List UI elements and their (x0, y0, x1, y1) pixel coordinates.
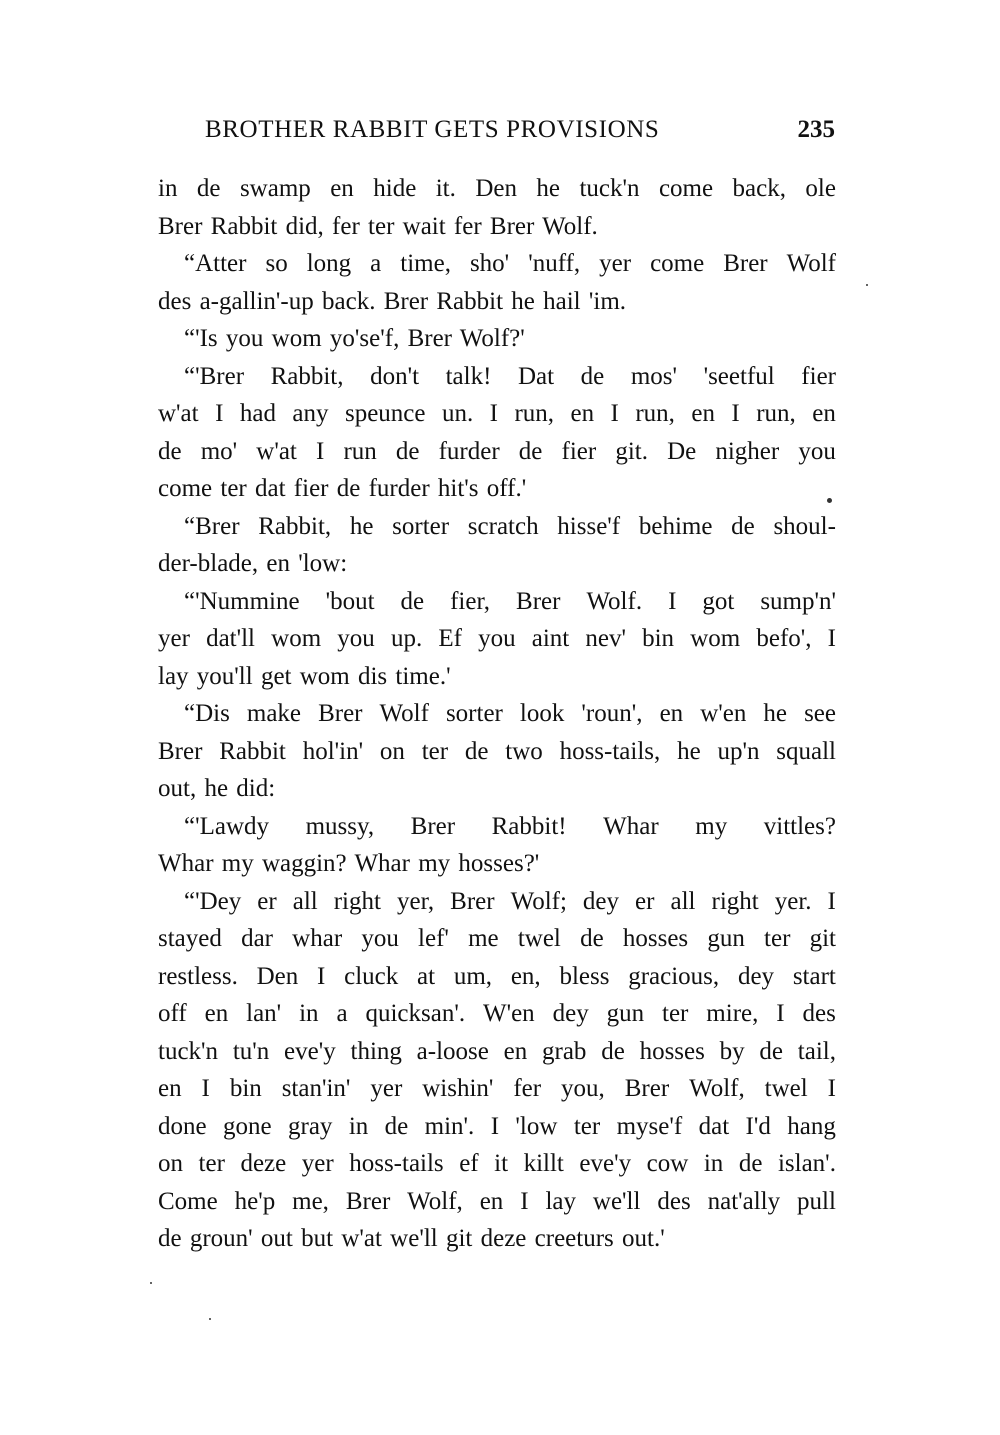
text-line: in de swamp en hide it. Den he tuck'n come back, ole (158, 175, 836, 202)
scan-speck (866, 284, 868, 286)
text-line: Come he'p me, Brer Wolf, en I lay we'll des nat'ally pull (158, 1187, 836, 1215)
text-line: “'Lawdy mussy, Brer Rabbit! Whar my vittles? (184, 812, 836, 840)
text-line: de mo' w'at I run de furder de fier git. De nigher you (158, 437, 836, 465)
text-line: on ter deze yer hoss-tails ef it killt eve'y cow in de islan'. (158, 1150, 836, 1177)
text-line: “'Dey er all right yer, Brer Wolf; dey er all right yer. I (184, 887, 836, 915)
text-line: restless. Den I cluck at um, en, bless gracious, dey start (158, 962, 836, 990)
text-line: w'at I had any speunce un. I run, en I run, en I run, en (158, 400, 836, 427)
text-line: lay you'll get wom dis time.' (158, 662, 451, 690)
text-line: des a-gallin'-up back. Brer Rabbit he hail 'im. (158, 287, 627, 315)
text-line: Brer Rabbit hol'in' on ter de two hoss-tails, he up'n squall (158, 737, 836, 765)
page-number: 235 (797, 116, 835, 143)
scan-speck (827, 498, 832, 503)
body-text (158, 170, 836, 1258)
scan-speck (209, 1318, 211, 1320)
text-line: en I bin stan'in' yer wishin' fer you, Brer Wolf, twel I (158, 1075, 836, 1102)
text-line: de groun' out but w'at we'll git deze creeturs out.' (158, 1225, 665, 1252)
page-header (205, 116, 835, 150)
text-line: Whar my waggin? Whar my hosses?' (158, 850, 540, 877)
text-line: yer dat'll wom you up. Ef you aint nev' bin wom befo', I (158, 625, 836, 652)
running-head: BROTHER RABBIT GETS PROVISIONS (205, 116, 660, 143)
text-line: “'Is you wom yo'se'f, Brer Wolf?' (184, 325, 525, 352)
text-line: “'Nummine 'bout de fier, Brer Wolf. I got sump'n' (184, 587, 836, 615)
text-line: “'Brer Rabbit, don't talk! Dat de mos' 'seetful fier (184, 362, 836, 390)
text-line: tuck'n tu'n eve'y thing a-loose en grab de hosses by de tail, (158, 1037, 836, 1065)
text-line: Brer Rabbit did, fer ter wait fer Brer Wolf. (158, 212, 598, 240)
text-line: “Atter so long a time, sho' 'nuff, yer come Brer Wolf (184, 250, 836, 277)
text-line: come ter dat fier de furder hit's off.' (158, 475, 527, 502)
text-line: “Brer Rabbit, he sorter scratch hisse'f behime de shoul- (184, 512, 836, 540)
text-line: out, he did: (158, 775, 276, 802)
scan-speck (150, 1282, 152, 1284)
text-line: “Dis make Brer Wolf sorter look 'roun', en w'en he see (184, 700, 836, 727)
text-line: off en lan' in a quicksan'. W'en dey gun ter mire, I des (158, 1000, 836, 1027)
text-line: der-blade, en 'low: (158, 550, 348, 577)
text-line: stayed dar whar you lef' me twel de hosses gun ter git (158, 925, 836, 952)
text-line: done gone gray in de min'. I 'low ter myse'f dat I'd hang (158, 1112, 836, 1140)
